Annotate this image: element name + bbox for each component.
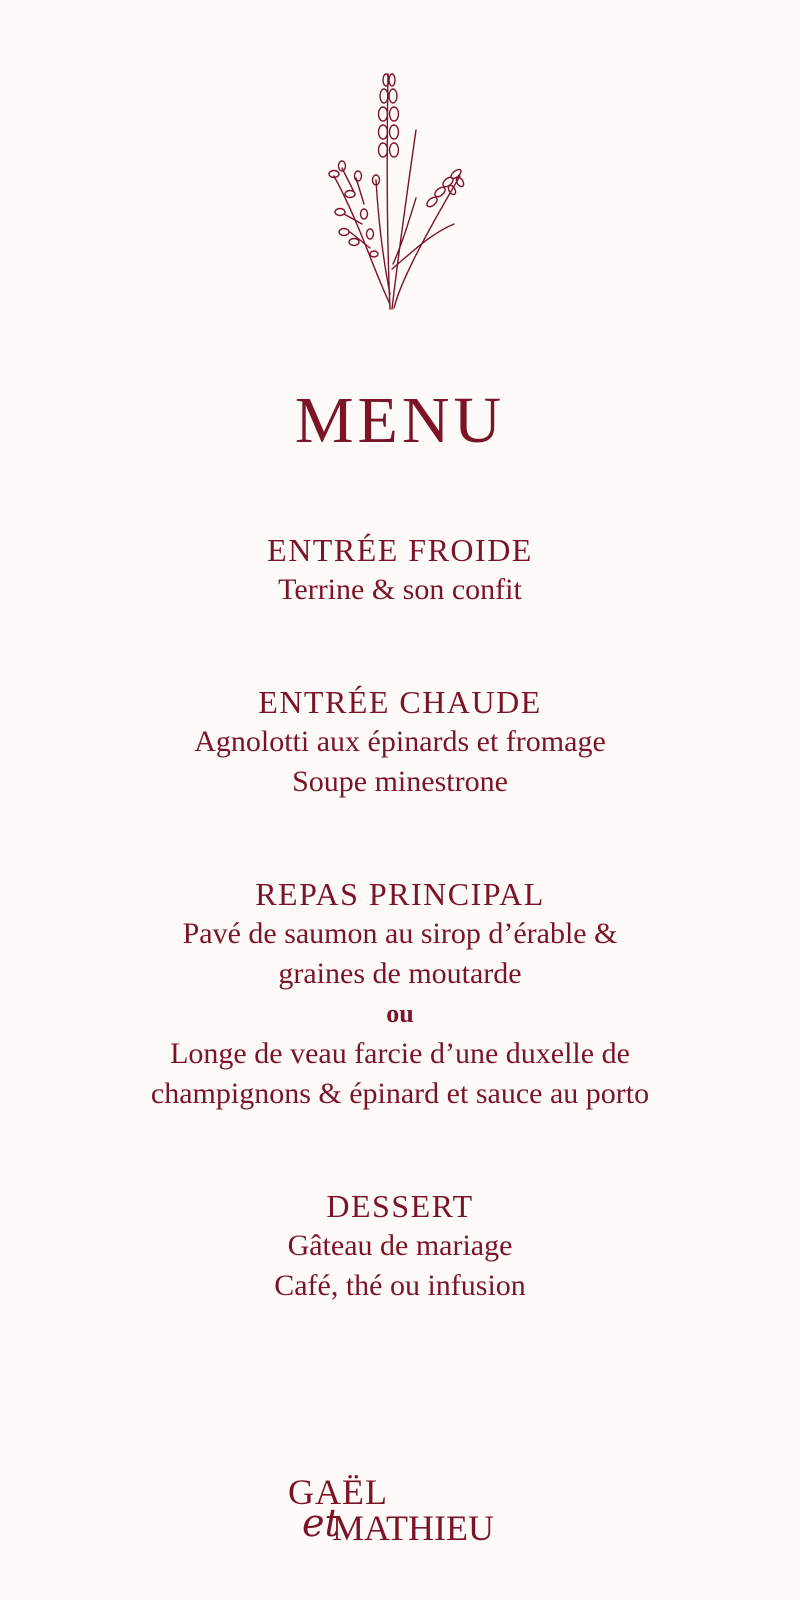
menu-title: MENU [294, 384, 506, 457]
menu-item: Longe de veau farcie d’une duxelle de [170, 1037, 630, 1070]
menu-item: graines de moutarde [278, 957, 522, 990]
menu-item: champignons & épinard et sauce au porto [150, 1077, 650, 1110]
menu-item: Pavé de saumon au sirop d’érable & [182, 917, 618, 950]
section-heading: ENTRÉE CHAUDE [258, 684, 542, 720]
menu-item: Terrine & son confit [278, 573, 522, 606]
menu-item: Agnolotti aux épinards et fromage [194, 725, 606, 758]
section-dessert [0, 1186, 800, 1306]
menu-item: Gâteau de mariage [287, 1229, 513, 1262]
section-entree-froide [0, 530, 800, 610]
section-heading: REPAS PRINCIPAL [255, 876, 545, 912]
couple-monogram [288, 1474, 528, 1564]
lavender-sprig-icon [320, 64, 480, 310]
section-heading: DESSERT [326, 1188, 474, 1224]
monogram-last-name: MATHIEU [332, 1508, 494, 1548]
section-repas-principal [0, 874, 800, 1114]
section-entree-chaude [0, 682, 800, 802]
monogram-first-name: GAËL [288, 1472, 388, 1512]
monogram-joiner: et [302, 1501, 340, 1545]
menu-or-separator: ou [386, 999, 414, 1028]
menu-item: Café, thé ou infusion [274, 1269, 526, 1302]
section-heading: ENTRÉE FROIDE [267, 532, 533, 568]
menu-item: Soupe minestrone [292, 765, 508, 798]
